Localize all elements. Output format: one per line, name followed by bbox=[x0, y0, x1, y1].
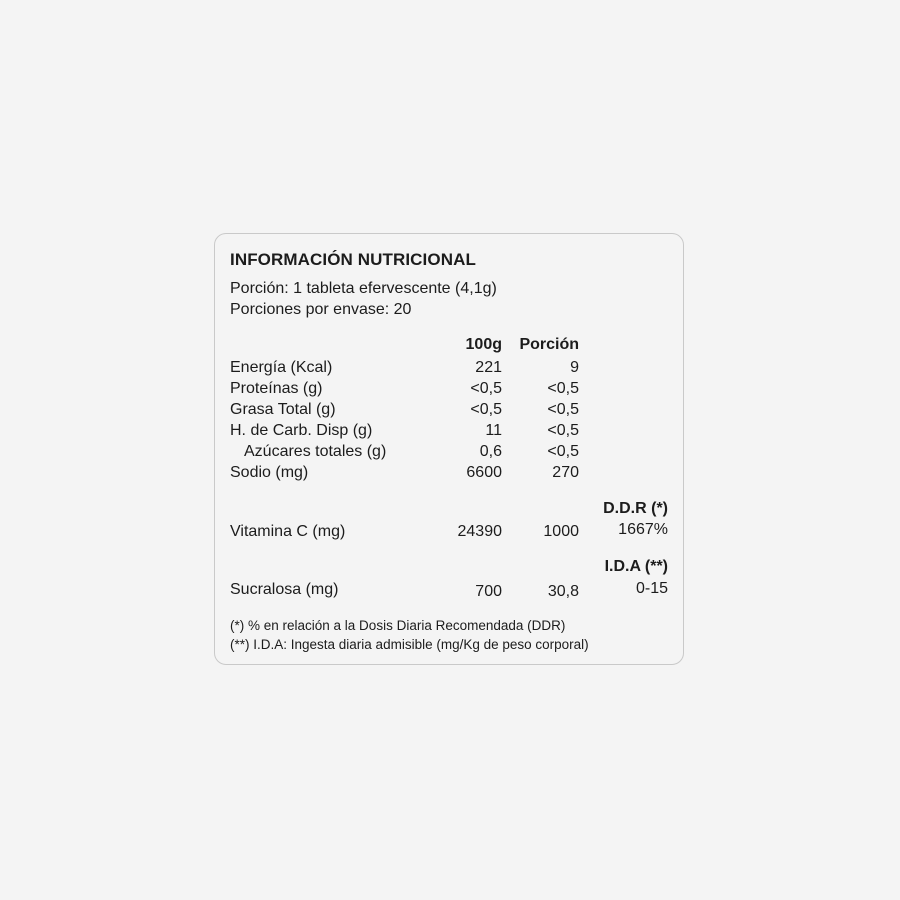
serving-size: Porción: 1 tableta efervescente (4,1g) bbox=[230, 280, 497, 297]
row-portion: 270 bbox=[552, 464, 579, 481]
footnote-ddr: (*) % en relación a la Dosis Diaria Recomendada (DDR) bbox=[230, 618, 566, 633]
sucralose-per100: 700 bbox=[475, 583, 502, 600]
ida-header: I.D.A (**) bbox=[604, 558, 668, 575]
row-per100: 11 bbox=[485, 422, 502, 439]
nutrition-facts-panel bbox=[214, 233, 684, 665]
row-per100: 221 bbox=[475, 359, 502, 376]
row-portion: <0,5 bbox=[547, 443, 579, 460]
sucralose-label: Sucralosa (mg) bbox=[230, 581, 339, 598]
row-label: Sodio (mg) bbox=[230, 464, 309, 481]
vitamin-c-ddr: 1667% bbox=[618, 521, 668, 538]
panel-title: INFORMACIÓN NUTRICIONAL bbox=[230, 250, 476, 269]
sucralose-ida: 0-15 bbox=[635, 580, 668, 597]
row-portion: <0,5 bbox=[547, 380, 579, 397]
ddr-header: D.D.R (*) bbox=[603, 500, 668, 517]
row-label: H. de Carb. Disp (g) bbox=[230, 422, 373, 439]
row-per100: <0,5 bbox=[470, 401, 502, 418]
row-portion: <0,5 bbox=[547, 422, 579, 439]
row-per100: 0,6 bbox=[479, 443, 502, 460]
footnote-ida: (**) I.D.A: Ingesta diaria admisible (mg/Kg de peso corporal) bbox=[230, 637, 589, 652]
row-label: Proteínas (g) bbox=[230, 380, 323, 397]
row-per100: 6600 bbox=[466, 464, 502, 481]
servings-per-pack: Porciones por envase: 20 bbox=[230, 301, 412, 318]
column-header-portion: Porción bbox=[519, 336, 579, 353]
row-portion: 9 bbox=[570, 359, 579, 376]
vitamin-c-label: Vitamina C (mg) bbox=[230, 523, 346, 540]
column-header-100g: 100g bbox=[465, 336, 502, 353]
sucralose-portion: 30,8 bbox=[547, 583, 579, 600]
row-label: Energía (Kcal) bbox=[230, 359, 333, 376]
row-per100: <0,5 bbox=[470, 380, 502, 397]
vitamin-c-per100: 24390 bbox=[457, 523, 502, 540]
vitamin-c-portion: 1000 bbox=[543, 523, 579, 540]
row-label: Azúcares totales (g) bbox=[244, 443, 387, 460]
row-label: Grasa Total (g) bbox=[230, 401, 336, 418]
row-portion: <0,5 bbox=[547, 401, 579, 418]
